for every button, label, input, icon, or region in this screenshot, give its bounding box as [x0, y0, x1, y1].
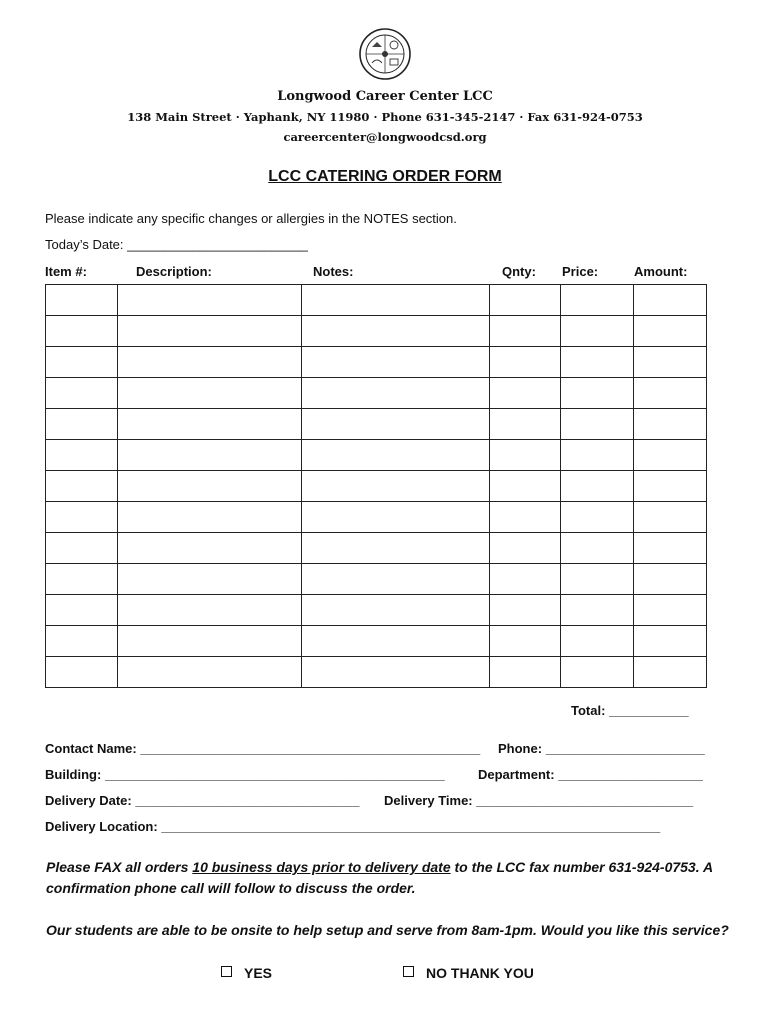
- table-row: [46, 440, 707, 471]
- fax-notice-text-start: Please FAX all orders: [46, 859, 193, 875]
- amount-cell[interactable]: [634, 471, 707, 502]
- column-header-description: Description:: [136, 264, 212, 279]
- item-cell[interactable]: [46, 440, 118, 471]
- notes-cell[interactable]: [302, 471, 490, 502]
- description-cell[interactable]: [118, 440, 302, 471]
- column-header-item: Item #:: [45, 264, 87, 279]
- quantity-cell[interactable]: [490, 533, 561, 564]
- no-thank-you-option[interactable]: [403, 965, 534, 981]
- price-cell[interactable]: [561, 502, 634, 533]
- order-items-table: [45, 284, 707, 688]
- description-cell[interactable]: [118, 657, 302, 688]
- price-cell[interactable]: [561, 657, 634, 688]
- quantity-cell[interactable]: [490, 378, 561, 409]
- item-cell[interactable]: [46, 316, 118, 347]
- notes-cell[interactable]: [302, 564, 490, 595]
- item-cell[interactable]: [46, 502, 118, 533]
- no-thank-you-checkbox[interactable]: [403, 966, 414, 977]
- delivery-date-field[interactable]: [45, 793, 359, 808]
- total-field[interactable]: [571, 703, 689, 718]
- amount-cell[interactable]: [634, 316, 707, 347]
- item-cell[interactable]: [46, 378, 118, 409]
- item-cell[interactable]: [46, 595, 118, 626]
- contact-name-blank[interactable]: _______________________________________________: [140, 741, 481, 756]
- quantity-cell[interactable]: [490, 657, 561, 688]
- notes-cell[interactable]: [302, 409, 490, 440]
- price-cell[interactable]: [561, 316, 634, 347]
- department-blank[interactable]: ____________________: [558, 767, 703, 782]
- item-cell[interactable]: [46, 285, 118, 316]
- school-seal-logo: [358, 27, 412, 81]
- fax-notice: [46, 857, 736, 899]
- description-cell[interactable]: [118, 564, 302, 595]
- total-blank[interactable]: ___________: [609, 703, 689, 718]
- amount-cell[interactable]: [634, 440, 707, 471]
- amount-cell[interactable]: [634, 347, 707, 378]
- table-row: [46, 657, 707, 688]
- amount-cell[interactable]: [634, 657, 707, 688]
- price-cell[interactable]: [561, 564, 634, 595]
- department-label: Department:: [478, 767, 555, 782]
- amount-cell[interactable]: [634, 409, 707, 440]
- description-cell[interactable]: [118, 626, 302, 657]
- price-cell[interactable]: [561, 440, 634, 471]
- column-header-quantity: Qnty:: [502, 264, 536, 279]
- description-cell[interactable]: [118, 502, 302, 533]
- table-row: [46, 409, 707, 440]
- notes-cell[interactable]: [302, 657, 490, 688]
- table-row: [46, 595, 707, 626]
- todays-date-label: Today’s Date:: [45, 237, 124, 252]
- description-cell[interactable]: [118, 533, 302, 564]
- amount-cell[interactable]: [634, 502, 707, 533]
- quantity-cell[interactable]: [490, 564, 561, 595]
- quantity-cell[interactable]: [490, 471, 561, 502]
- quantity-cell[interactable]: [490, 626, 561, 657]
- notes-cell[interactable]: [302, 626, 490, 657]
- table-row: [46, 533, 707, 564]
- price-cell[interactable]: [561, 378, 634, 409]
- notes-cell[interactable]: [302, 285, 490, 316]
- phone-field[interactable]: [498, 741, 705, 756]
- table-row: [46, 564, 707, 595]
- price-cell[interactable]: [561, 285, 634, 316]
- notes-cell[interactable]: [302, 316, 490, 347]
- contact-name-label: Contact Name:: [45, 741, 137, 756]
- no-thank-you-label: NO THANK YOU: [426, 965, 534, 981]
- notes-cell[interactable]: [302, 595, 490, 626]
- description-cell[interactable]: [118, 285, 302, 316]
- price-cell[interactable]: [561, 409, 634, 440]
- service-question: Our students are able to be onsite to help setup and serve from 8am-1pm. Would you like this service?: [46, 922, 729, 938]
- phone-blank[interactable]: ______________________: [545, 741, 705, 756]
- table-row: [46, 316, 707, 347]
- notes-cell[interactable]: [302, 378, 490, 409]
- table-row: [46, 626, 707, 657]
- notes-cell[interactable]: [302, 440, 490, 471]
- amount-cell[interactable]: [634, 564, 707, 595]
- fax-notice-text-end: to the LCC fax number 631-924-0753. A confirmation phone call will follow to discuss the order.: [46, 859, 713, 896]
- notes-cell[interactable]: [302, 347, 490, 378]
- org-email: careercenter@longwoodcsd.org: [283, 130, 487, 144]
- description-cell[interactable]: [118, 347, 302, 378]
- quantity-cell[interactable]: [490, 347, 561, 378]
- fax-notice-deadline: 10 business days prior to delivery date: [192, 859, 451, 875]
- price-cell[interactable]: [561, 471, 634, 502]
- instructions-text: Please indicate any specific changes or allergies in the NOTES section.: [45, 211, 457, 226]
- column-header-price: Price:: [562, 264, 599, 279]
- description-cell[interactable]: [118, 316, 302, 347]
- delivery-location-label: Delivery Location:: [45, 819, 158, 834]
- amount-cell[interactable]: [634, 595, 707, 626]
- department-field[interactable]: [478, 767, 703, 782]
- yes-option[interactable]: [221, 965, 272, 981]
- item-cell[interactable]: [46, 564, 118, 595]
- phone-label: Phone:: [498, 741, 543, 756]
- price-cell[interactable]: [561, 626, 634, 657]
- table-row: [46, 471, 707, 502]
- delivery-time-blank[interactable]: ______________________________: [476, 793, 694, 808]
- table-row: [46, 378, 707, 409]
- table-row: [46, 285, 707, 316]
- org-name: Longwood Career Center LCC: [277, 89, 493, 104]
- description-cell[interactable]: [118, 409, 302, 440]
- price-cell[interactable]: [561, 347, 634, 378]
- form-title: LCC CATERING ORDER FORM: [268, 168, 502, 185]
- todays-date-blank[interactable]: _________________________: [127, 237, 308, 252]
- quantity-cell[interactable]: [490, 409, 561, 440]
- yes-checkbox[interactable]: [221, 966, 232, 977]
- quantity-cell[interactable]: [490, 595, 561, 626]
- column-header-amount: Amount:: [634, 264, 688, 279]
- amount-cell[interactable]: [634, 285, 707, 316]
- table-row: [46, 502, 707, 533]
- notes-cell[interactable]: [302, 502, 490, 533]
- building-label: Building:: [45, 767, 102, 782]
- building-field[interactable]: [45, 767, 445, 782]
- price-cell[interactable]: [561, 533, 634, 564]
- item-cell[interactable]: [46, 657, 118, 688]
- item-cell[interactable]: [46, 347, 118, 378]
- column-header-notes: Notes:: [313, 264, 354, 279]
- quantity-cell[interactable]: [490, 316, 561, 347]
- quantity-cell[interactable]: [490, 502, 561, 533]
- amount-cell[interactable]: [634, 378, 707, 409]
- item-cell[interactable]: [46, 409, 118, 440]
- contact-name-field[interactable]: [45, 741, 480, 756]
- item-cell[interactable]: [46, 626, 118, 657]
- item-cell[interactable]: [46, 471, 118, 502]
- description-cell[interactable]: [118, 378, 302, 409]
- notes-cell[interactable]: [302, 533, 490, 564]
- description-cell[interactable]: [118, 471, 302, 502]
- amount-cell[interactable]: [634, 533, 707, 564]
- description-cell[interactable]: [118, 595, 302, 626]
- delivery-location-blank[interactable]: _____________________________________________________________________: [161, 819, 661, 834]
- todays-date-field[interactable]: [45, 237, 308, 252]
- quantity-cell[interactable]: [490, 440, 561, 471]
- org-address: 138 Main Street · Yaphank, NY 11980 · Phone 631-345-2147 · Fax 631-924-0753: [127, 110, 643, 124]
- price-cell[interactable]: [561, 595, 634, 626]
- table-row: [46, 347, 707, 378]
- delivery-location-field[interactable]: [45, 819, 660, 834]
- yes-label: YES: [244, 965, 273, 981]
- delivery-time-label: Delivery Time:: [384, 793, 473, 808]
- building-blank[interactable]: _______________________________________________: [104, 767, 445, 782]
- total-label: Total:: [571, 703, 606, 718]
- delivery-time-field[interactable]: [384, 793, 693, 808]
- delivery-date-label: Delivery Date:: [45, 793, 132, 808]
- amount-cell[interactable]: [634, 626, 707, 657]
- quantity-cell[interactable]: [490, 285, 561, 316]
- item-cell[interactable]: [46, 533, 118, 564]
- delivery-date-blank[interactable]: _______________________________: [135, 793, 360, 808]
